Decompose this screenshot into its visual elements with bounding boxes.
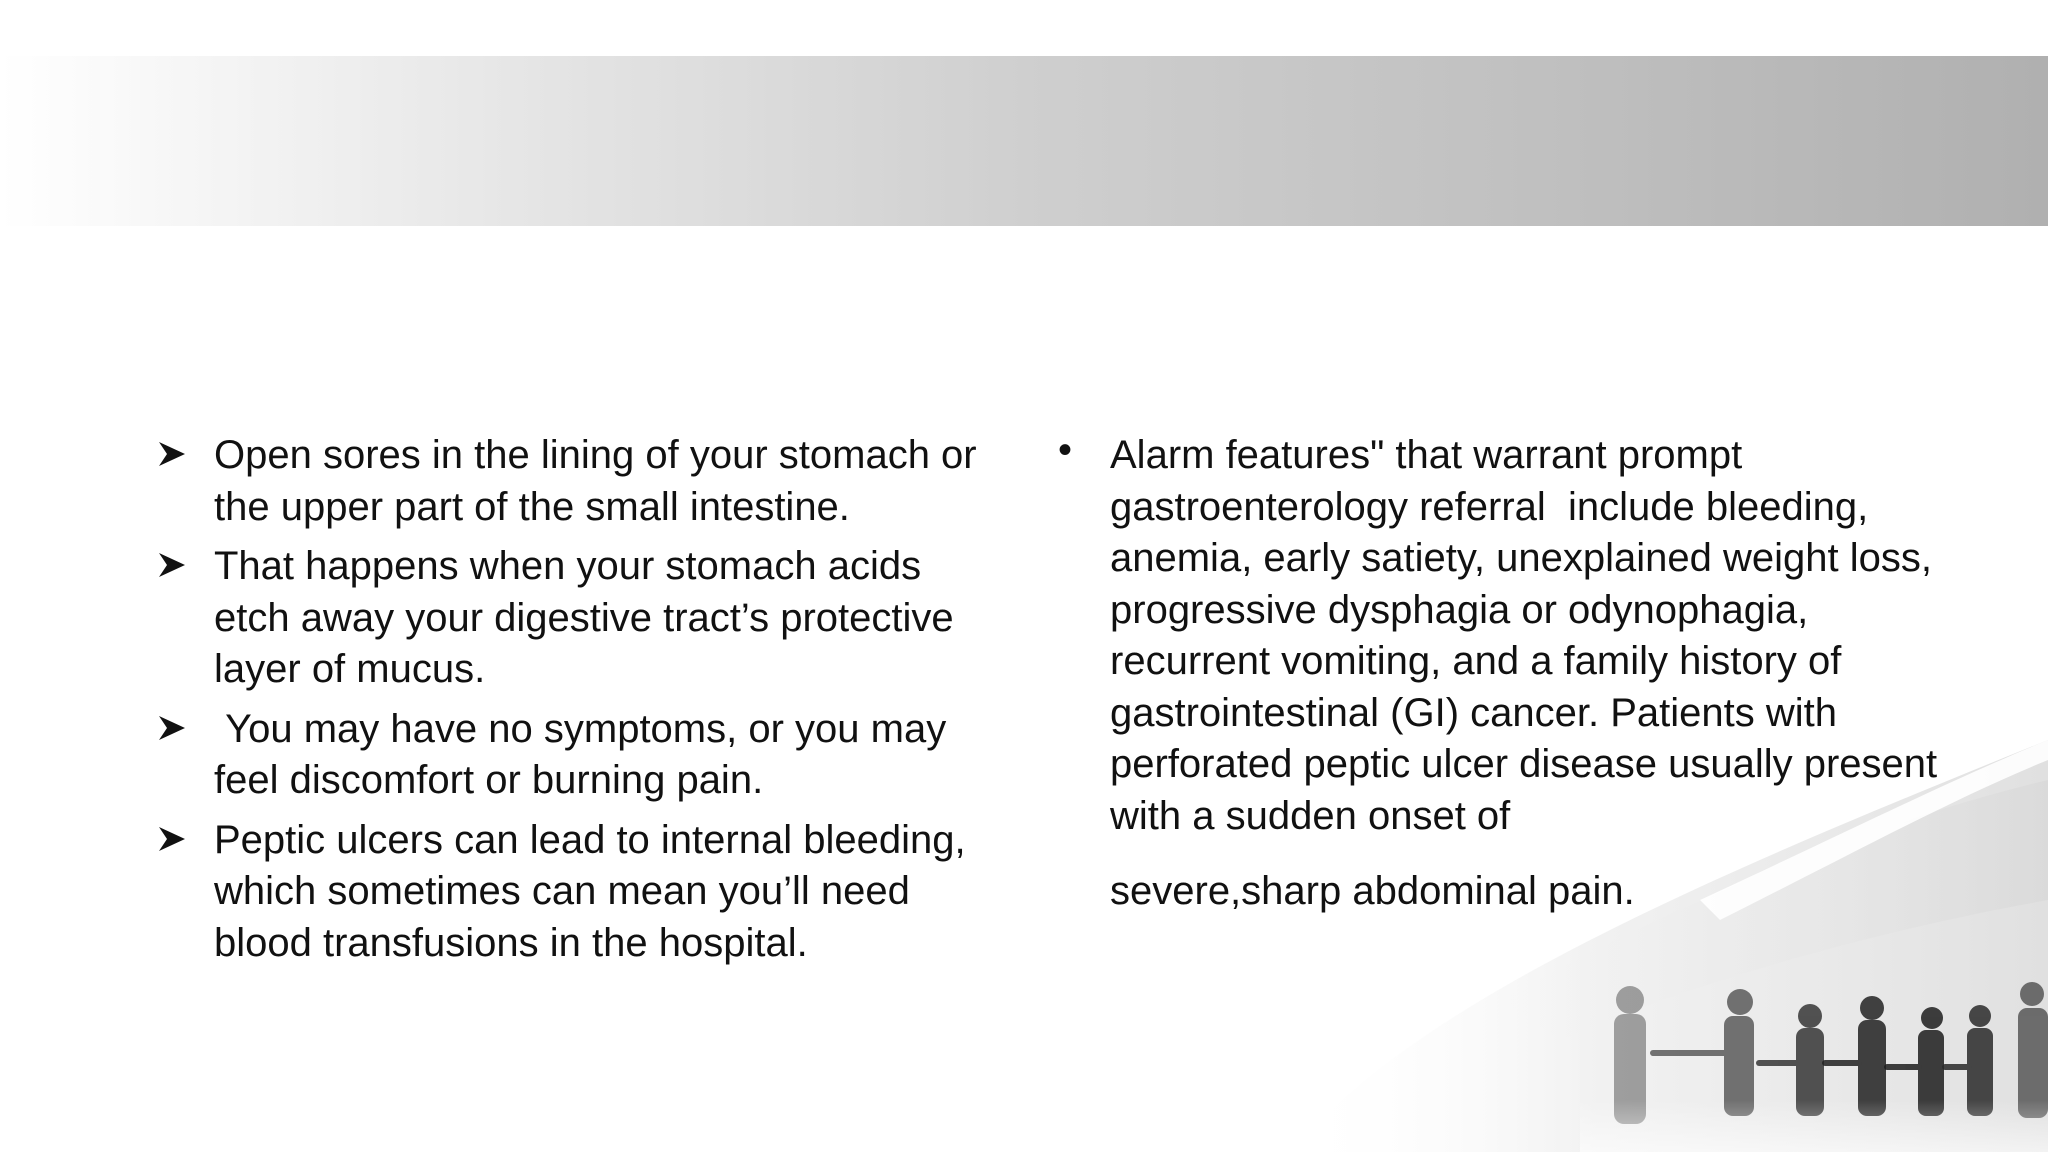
person-figure — [1756, 1004, 1824, 1116]
person-figure — [1942, 1005, 1993, 1116]
list-item — [150, 430, 1000, 533]
left-bullet-column — [150, 430, 1000, 977]
right-bullet-column — [1040, 428, 1949, 918]
list-item — [150, 815, 1000, 970]
bullet-text: Alarm features" that warrant prompt gastroenterology referral include bleeding, anemia, early satiety, unexplained weight loss, progressive dysphagia or odynophagia, recurrent vomiting, and a family history of gastrointestinal (GI) cancer. Patients with perforated peptic ulcer disease usually present with a sudden onset of — [1110, 433, 1949, 838]
arrowhead-bullet-icon — [158, 551, 186, 579]
list-item — [1040, 428, 1949, 918]
arrowhead-bullet-icon — [158, 440, 186, 468]
arrowhead-bullet-icon — [158, 714, 186, 742]
person-figure — [1822, 996, 1886, 1116]
dot-bullet-icon: • — [1058, 428, 1073, 472]
list-item — [150, 704, 1000, 807]
person-figure — [2018, 982, 2048, 1118]
person-figure — [1884, 1007, 1944, 1116]
person-figure — [1650, 989, 1754, 1116]
bullet-text: Open sores in the lining of your stomach or the upper part of the small intestine. — [214, 433, 977, 529]
arrowhead-bullet-icon — [158, 825, 186, 853]
bullet-text: That happens when your stomach acids etch away your digestive tract’s protective layer of mucus. — [214, 544, 954, 691]
bullet-text-continuation: severe,sharp abdominal pain. — [1110, 869, 1635, 913]
bullet-text: Peptic ulcers can lead to internal bleeding, which sometimes can mean you’ll need blood transfusions in the hospital. — [214, 817, 966, 965]
bullet-text: You may have no symptoms, or you may feel discomfort or burning pain. — [214, 706, 958, 802]
list-item — [150, 541, 1000, 696]
left-bullet-list — [150, 430, 1000, 969]
